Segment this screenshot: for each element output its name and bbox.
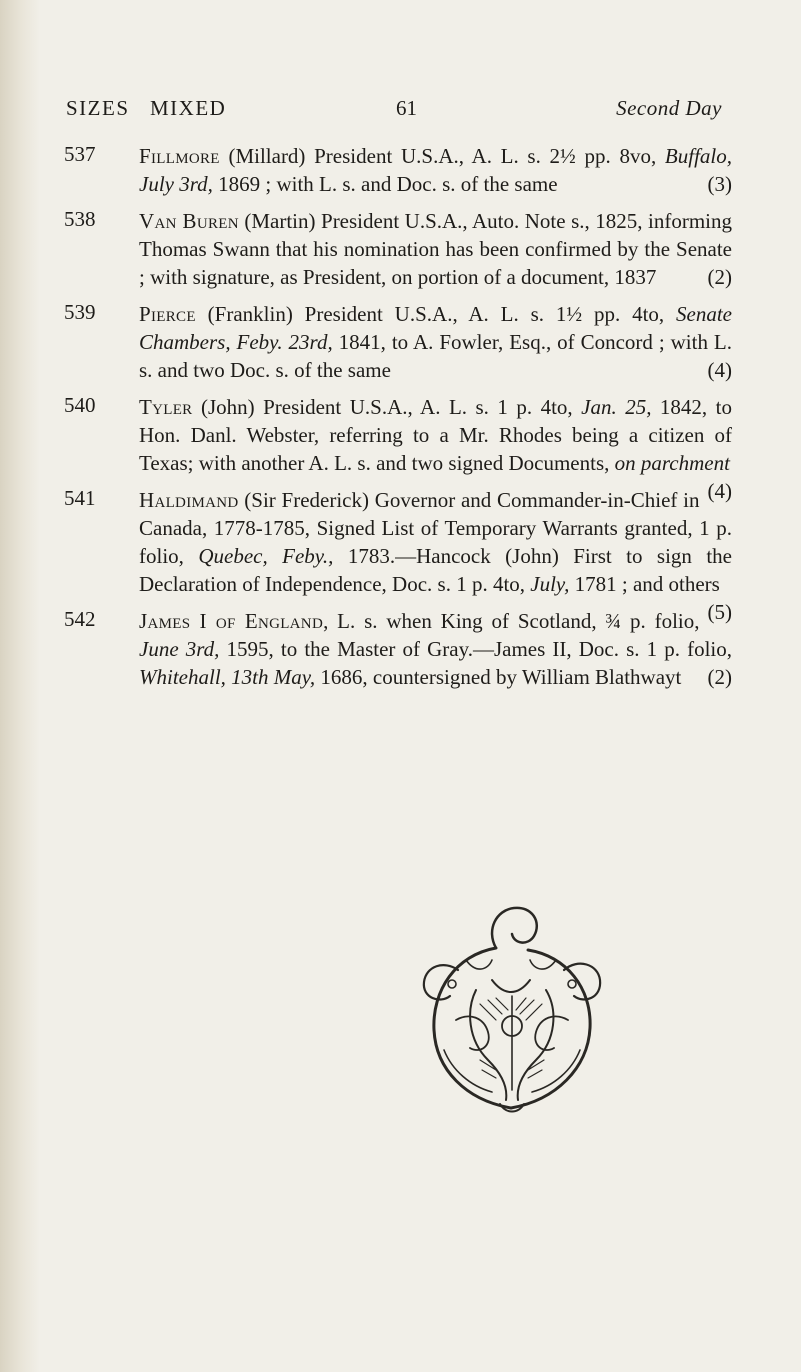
running-header (66, 96, 722, 126)
lot-count: (3) (707, 172, 732, 196)
lot-number: 541 (64, 486, 96, 510)
page-edge-shadow (0, 0, 40, 1372)
lot-description: Fillmore (Millard) President U.S.A., A. L. s. 2½ pp. 8vo, Buffalo, July 3rd, 1869 ; with L. s. and Doc. s. of the same (3) (139, 144, 732, 196)
lot-count: (2) (707, 265, 732, 289)
lot-entry (64, 607, 732, 691)
lot-description: Pierce (Franklin) President U.S.A., A. L. s. 1½ pp. 4to, Senate Chambers, Feby. 23rd, 1841, to A. Fowler, Esq., of Concord ; with L. s. and two Doc. s. of the same (4) (139, 302, 732, 382)
lot-name: Haldimand (139, 488, 239, 512)
lot-number: 538 (64, 207, 96, 231)
lot-entry (64, 300, 732, 384)
lot-name: Fillmore (139, 144, 220, 168)
header-mixed: MIXED (150, 96, 227, 120)
lot-description: Haldimand (Sir Frederick) Governor and Commander-in-Chief in Canada, 1778-1785, Signed List of Temporary Warrants granted, 1 p. folio, Quebec, Feby., 1783.—Hancock (John) First to sign the Declaration of Independence, Doc. s. 1 p. 4to, July, 1781 ; and others (5) (139, 488, 732, 624)
header-sizes: SIZES (66, 96, 130, 120)
lot-number: 539 (64, 300, 96, 324)
lot-description: James I of England, L. s. when King of Scotland, ¾ p. folio, June 3rd, 1595, to the Master of Gray.—James II, Doc. s. 1 p. folio, Whitehall, 13th May, 1686, countersigned by William Blathwayt (2) (139, 609, 732, 689)
lot-name: Pierce (139, 302, 196, 326)
lot-number: 540 (64, 393, 96, 417)
lot-name: Tyler (139, 395, 193, 419)
lot-count: (5) (707, 600, 732, 624)
lot-number: 537 (64, 142, 96, 166)
header-day: Second Day (616, 96, 722, 120)
lot-count: (2) (707, 665, 732, 689)
lot-count: (4) (707, 358, 732, 382)
lot-entry (64, 142, 732, 198)
lot-list (64, 142, 732, 700)
lot-name: James I of England (139, 609, 324, 633)
lot-description: Tyler (John) President U.S.A., A. L. s. 1 p. 4to, Jan. 25, 1842, to Hon. Danl. Webster, referring to a Mr. Rhodes being a citizen of Texas; with another A. L. s. and two signed Documents, on parchment (4) (139, 395, 732, 503)
page-number: 61 (396, 96, 417, 120)
ornament-vignette-icon (396, 900, 626, 1126)
lot-count: (4) (707, 479, 732, 503)
lot-entry (64, 207, 732, 291)
lot-description: Van Buren (Martin) President U.S.A., Auto. Note s., 1825, informing Thomas Swann that his nomination has been confirmed by the Senate ; with signature, as President, on portion of a document, 1837 (2) (139, 209, 732, 289)
lot-number: 542 (64, 607, 96, 631)
lot-name: Van Buren (139, 209, 239, 233)
